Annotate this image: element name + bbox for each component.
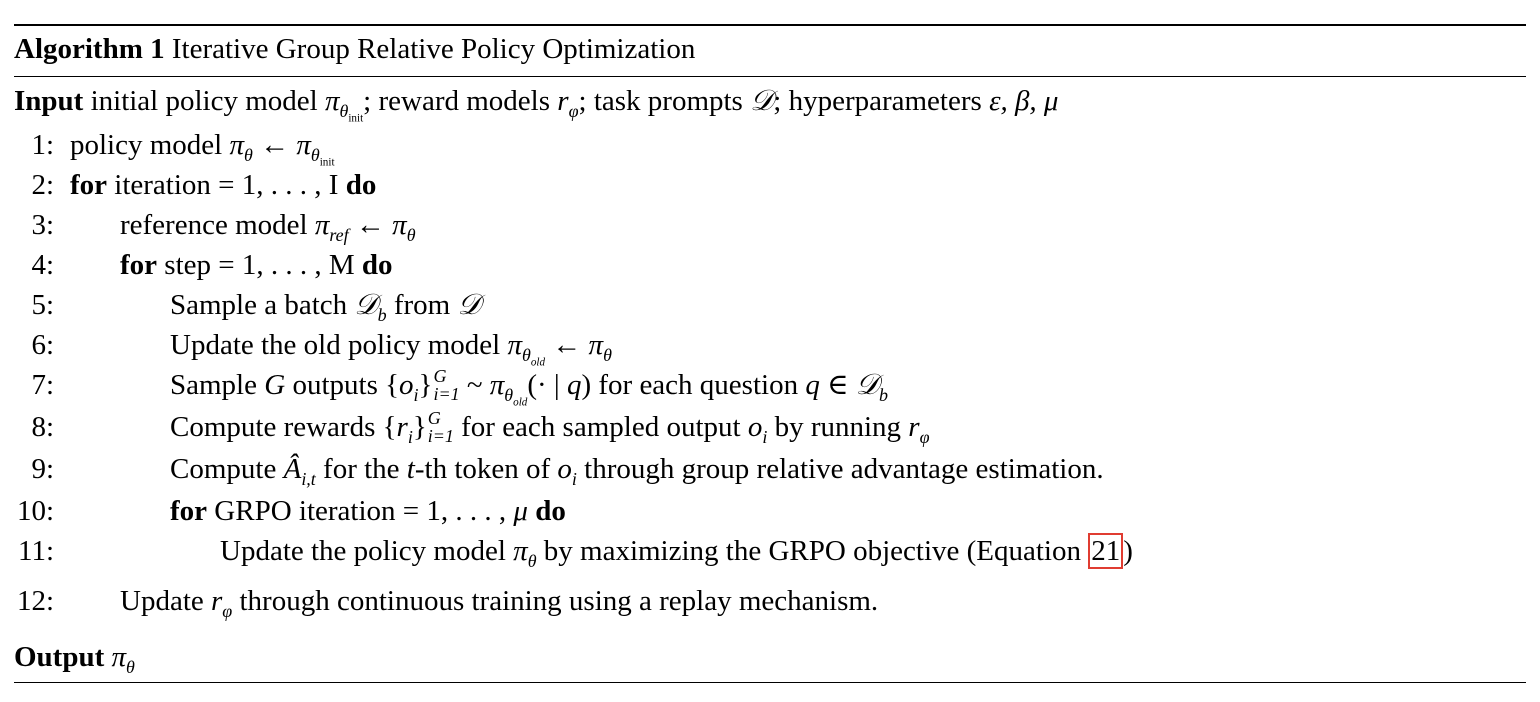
dataset-symbol: 𝒟 [457,289,481,321]
init-subscript: init [319,156,335,169]
line-body [70,168,376,202]
theta-symbol: θ [126,656,135,677]
line-number: 3: [31,209,54,241]
i-subscript: i [762,426,768,447]
theta-symbol: θ [406,224,416,245]
advantage-symbol: Â [283,453,302,485]
it-subscript: i,t [301,468,316,489]
q-symbol: q [805,369,820,401]
line-body [170,410,930,447]
text: Update [120,585,211,617]
line-number: 11: [18,535,54,567]
i-subscript: i [571,468,577,489]
line-number: 7: [31,369,54,401]
line-number: 8: [31,411,54,443]
line-number: 12: [16,585,54,617]
pi-symbol: π [513,535,528,567]
text: step = 1, . . . , M [157,249,362,281]
mu-symbol: μ [513,495,528,527]
pi-symbol: π [588,329,604,361]
keyword-for: for [70,169,108,201]
i-subscript: i [413,384,419,405]
old-subscript: old [513,396,528,409]
text: reference model [120,209,315,241]
text: -th token of [414,453,558,485]
theta-symbol: θ [244,144,253,165]
input-text: ; hyperparameters [773,85,990,117]
r-symbol: r [908,411,920,443]
pi-symbol: π [296,129,311,161]
line-body [120,248,393,282]
r-symbol: r [396,411,408,443]
text: GRPO iteration = 1, . . . , [207,495,514,527]
pi-symbol: π [111,641,127,673]
keyword-for: for [170,495,208,527]
arrow: ← [252,129,297,161]
algorithm-title: Iterative Group Relative Policy Optimization [171,33,696,65]
theta-symbol: θ [603,344,612,365]
line-body [70,128,335,169]
sub-i1: i=1 [433,384,460,405]
dataset-symbol: 𝒟 [855,369,879,401]
theta-symbol: θ [339,100,349,121]
sup-G: G [433,366,447,387]
ref-subscript: ref [329,224,349,245]
input-keyword: Input [14,85,84,117]
text: for the [315,453,407,485]
text: Update the policy model [220,535,514,567]
input-line [14,84,1059,125]
text: ) for each question [581,369,806,401]
index-range [433,367,459,403]
text: policy model [70,129,230,161]
text: } [418,369,433,401]
o-symbol: o [747,411,763,443]
t-symbol: t [406,453,415,485]
theta-symbol: θ [504,384,514,405]
line-number: 2: [31,169,54,201]
hyperparameters: ε, β, μ [989,85,1059,117]
input-text: ; task prompts [578,85,751,117]
b-subscript: b [878,384,888,405]
old-subscript: old [530,356,546,369]
text: Sample a batch [170,289,355,321]
line-number: 5: [31,289,54,321]
pi-symbol: π [507,329,522,361]
phi-symbol: φ [919,426,930,447]
text: Compute [170,453,284,485]
line-body [170,366,888,409]
pi-symbol: π [229,129,245,161]
equation-reference-link[interactable]: 21 [1088,533,1123,569]
line-body [170,328,612,369]
theta-symbol: θ [521,344,531,365]
text: ) [1123,535,1133,567]
line-number: 4: [31,249,54,281]
line-body [120,208,416,245]
text: ∈ [819,369,856,401]
text: Update the old policy model [170,329,508,361]
algorithm-caption [14,32,695,66]
pi-symbol: π [392,209,407,241]
phi-symbol: φ [222,600,233,621]
text: (· | [527,369,567,401]
r-symbol: r [557,85,569,117]
index-range [428,409,454,445]
keyword-do: do [535,495,566,527]
text: } [412,411,427,443]
output-line [14,640,135,677]
line-body [170,452,1104,489]
o-symbol: o [557,453,572,485]
theta-symbol: θ [527,550,537,571]
q-symbol: q [566,369,582,401]
arrow: ← [545,329,589,361]
algorithm-label: Algorithm 1 [14,33,165,65]
text: by running [767,411,909,443]
arrow: ← [348,209,393,241]
keyword-do: do [361,249,393,281]
line-body [170,288,481,325]
text: through continuous training using a replay mechanism. [232,585,879,617]
text: outputs { [285,369,400,401]
input-text: initial policy model [90,85,325,117]
phi-symbol: φ [568,100,579,121]
text: ~ [459,369,490,401]
text: Sample [170,369,265,401]
text: from [386,289,458,321]
line-body [170,494,566,528]
i-subscript: i [407,426,413,447]
dataset-symbol: 𝒟 [750,85,774,117]
keyword-do: do [345,169,377,201]
keyword-for: for [120,249,158,281]
input-text: ; reward models [363,85,558,117]
sub-i1: i=1 [427,426,454,447]
line-number: 9: [31,453,54,485]
line-body [120,584,879,621]
top-rule [14,24,1526,26]
text: by maximizing the GRPO objective (Equation [536,535,1089,567]
text: iteration = 1, . . . , I [107,169,346,201]
r-symbol: r [211,585,223,617]
line-number: 6: [31,329,54,361]
text: Compute rewards { [170,411,397,443]
init-subscript: init [348,112,364,125]
caption-rule [14,76,1526,77]
line-number: 10: [16,495,54,527]
theta-symbol: θ [310,144,320,165]
o-symbol: o [399,369,414,401]
text: for each sampled output [453,411,748,443]
pi-symbol: π [324,85,340,117]
output-keyword: Output [14,641,105,673]
text: through group relative advantage estimation. [576,453,1104,485]
sup-G: G [427,408,441,429]
dataset-symbol: 𝒟 [354,289,378,321]
line-body [220,534,1133,571]
b-subscript: b [377,304,387,325]
pi-symbol: π [314,209,330,241]
pi-symbol: π [489,369,505,401]
G-symbol: G [264,369,286,401]
bottom-rule [14,682,1526,683]
line-number: 1: [31,129,54,161]
